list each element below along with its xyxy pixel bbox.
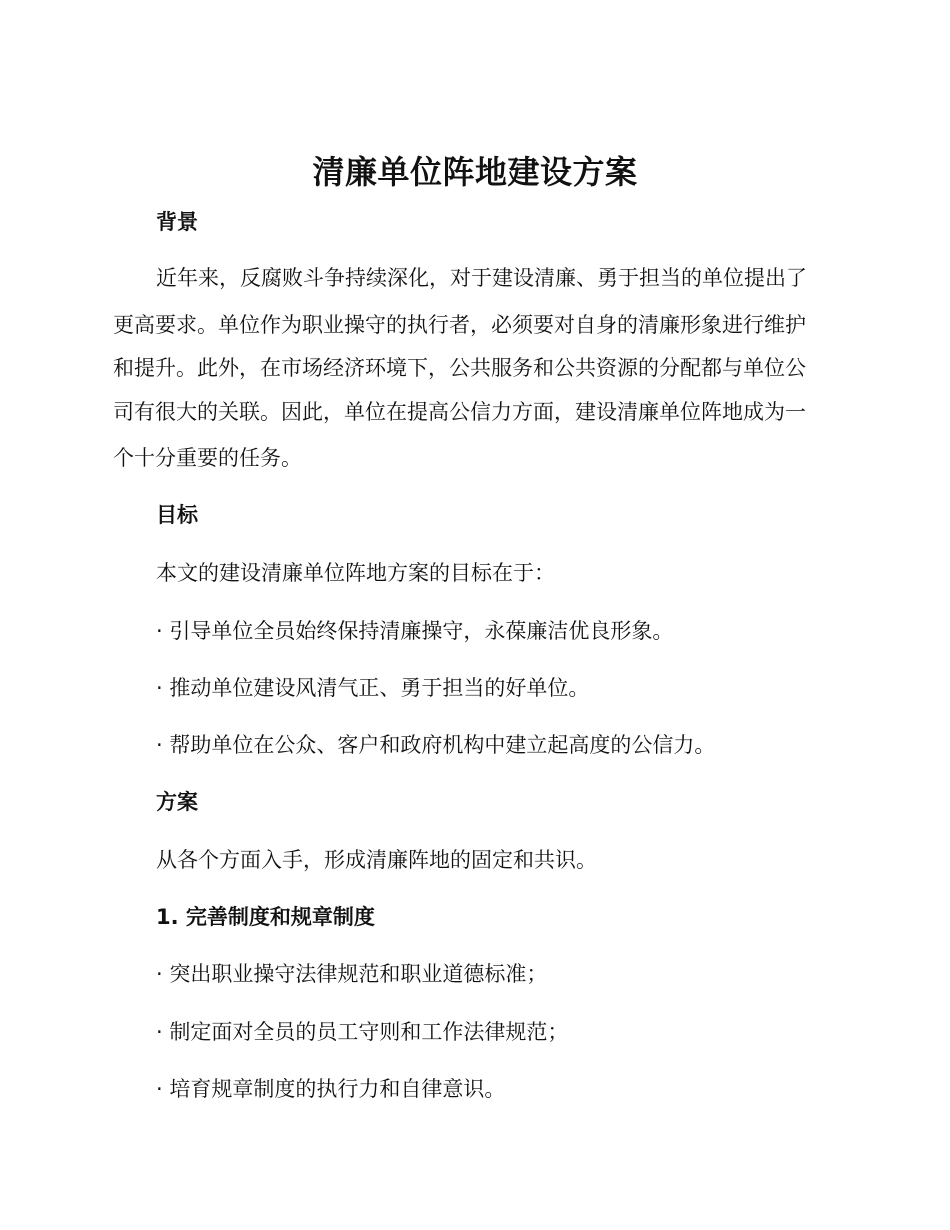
document-title: 清廉单位阵地建设方案 (312, 153, 638, 191)
paragraph-line: 近年来，反腐败斗争持续深化，对于建设清廉、勇于担当的单位提出了 (156, 266, 807, 290)
section-heading-background: 背景 (156, 210, 198, 234)
goal-bullet: · 推动单位建设风清气正、勇于担当的好单位。 (156, 676, 590, 700)
section-heading-plan: 方案 (156, 790, 198, 814)
goals-intro: 本文的建设清廉单位阵地方案的目标在于： (156, 561, 555, 585)
paragraph-line: 个十分重要的任务。 (113, 446, 302, 470)
subsection-heading-1: 1. 完善制度和规章制度 (156, 905, 375, 929)
paragraph-line: 更高要求。单位作为职业操守的执行者，必须要对自身的清廉形象进行维护 (113, 313, 806, 337)
section-heading-goals: 目标 (156, 503, 198, 527)
paragraph-line: 和提升。此外，在市场经济环境下，公共服务和公共资源的分配都与单位公 (113, 356, 806, 380)
plan-bullet: · 制定面对全员的员工守则和工作法律规范； (156, 1020, 569, 1044)
plan-intro: 从各个方面入手，形成清廉阵地的固定和共识。 (156, 848, 597, 872)
plan-bullet: · 突出职业操守法律规范和职业道德标准； (156, 962, 548, 986)
goal-bullet: · 引导单位全员始终保持清廉操守，永葆廉洁优良形象。 (156, 619, 674, 643)
paragraph-line: 司有很大的关联。因此，单位在提高公信力方面，建设清廉单位阵地成为一 (113, 400, 806, 424)
goal-bullet: · 帮助单位在公众、客户和政府机构中建立起高度的公信力。 (156, 733, 716, 757)
plan-bullet: · 培育规章制度的执行力和自律意识。 (156, 1077, 506, 1101)
